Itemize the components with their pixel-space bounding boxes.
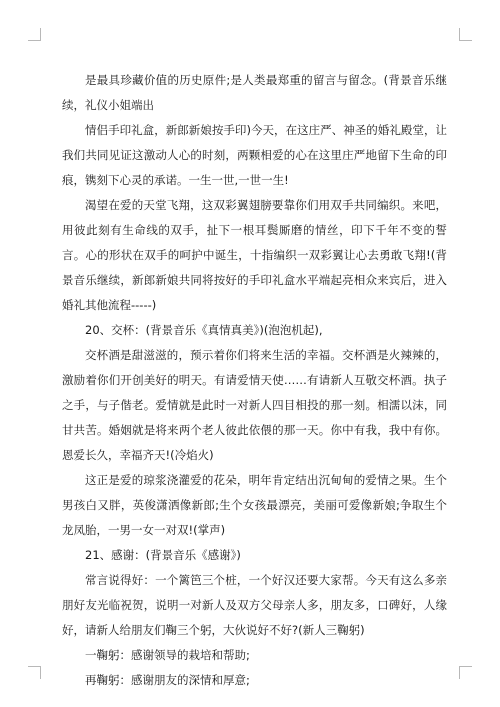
paragraph: 渴望在爱的天堂飞翔，这双彩翼翅膀要靠你们用双手共同编织。来吧，用彼此刻有生命线的双手，扯下一根耳鬓厮磨的情丝，印下千年不变的誓言。心的形状在双手的呵护中诞生，十指编织一双彩翼让心去勇敢飞翔!(背景音乐继续，新郎新娘共同将按好的手印礼盒水平端起亮相众来宾后，进入婚礼其他流程-----) [62,198,447,312]
paragraph: 交杯酒是甜滋滋的，预示着你们将来生活的幸福。交杯酒是火辣辣的，激励着你们开创美好的明天。有请爱情天使……有请新人互敬交杯酒。执子之手，与子偕老。爱情就是此时一对新人四目相投的那一刻。相濡以沫，同甘共苦。婚姻就是将来两个老人彼此依偎的那一天。你中有我，我中有你。恩爱长久，幸福齐天!(冷焰火) [62,348,447,462]
paragraph: 是最具珍藏价值的历史原件;是人类最郑重的留言与留念。(背景音乐继续，礼仪小姐端出 [62,73,447,112]
document-body [62,68,447,693]
crop-mark-bottom-right [459,666,472,679]
crop-mark-bottom-left [28,666,41,679]
paragraph: 情侣手印礼盒，新郎新娘按手印)今天，在这庄严、神圣的婚礼殿堂，让我们共同见证这激动人心的时刻，两颗相爱的心在这里庄严地留下生命的印痕，镌刻下心灵的承诺。一生一世,一世一生! [62,123,447,187]
section-heading: 20、交杯：(背景音乐《真情真美》)(泡泡机起), [85,323,323,337]
crop-mark-top-right [459,28,472,41]
crop-mark-top-left [28,28,41,41]
section-heading: 21、感谢：(背景音乐《感谢》) [85,548,241,562]
paragraph: 这正是爱的琼浆浇灌爱的花朵，明年肯定结出沉甸甸的爱情之果。生个男孩白又胖，英俊潇洒像新郎;生个女孩最漂亮，美丽可爱像新娘;争取生个龙凤胎，一男一女一对双!(掌声) [62,473,447,537]
paragraph: 常言说得好：一个篱笆三个桩，一个好汉还要大家帮。今天有这么多亲朋好友光临祝贺，说明一对新人及双方父母亲人多，朋友多，口碑好，人缘好，请新人给朋友们鞠三个躬，大伙说好不好?(新人三鞠躬) [62,573,447,637]
paragraph: 再鞠躬：感谢朋友的深情和厚意; [85,673,250,687]
paragraph: 一鞠躬：感谢领导的栽培和帮助; [85,648,250,662]
